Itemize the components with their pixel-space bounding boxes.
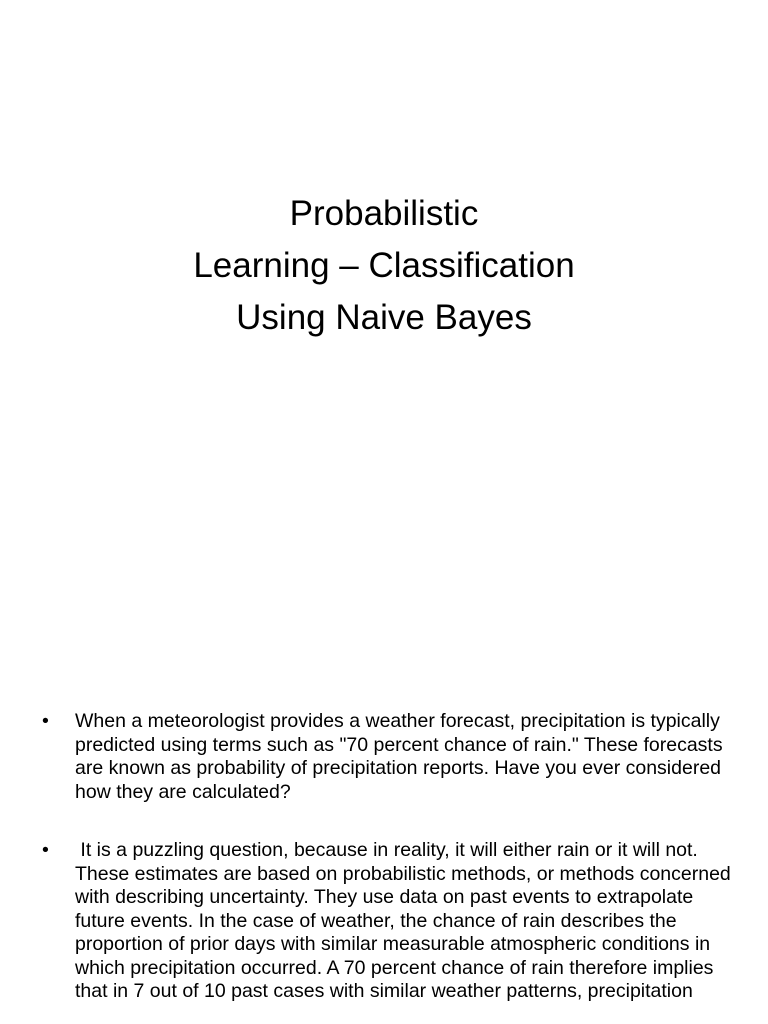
bullet-item — [42, 710, 732, 804]
bullet-marker: • — [42, 710, 49, 732]
title-line-3: Using Naive Bayes — [236, 298, 532, 337]
bullet-text: It is a puzzling question, because in reality, it will either rain or it will not. These estimates are based on probabilistic methods, or methods concerned with describing uncertainty. They use data on past events to extrapolate future events. In the case of weather, the chance of rain describes the proportion of prior days with similar measurable atmospheric conditions in which precipitation occurred. A 70 percent chance of rain therefore implies that in 7 out of 10 past cases with similar weather patterns, precipitation — [75, 839, 737, 1002]
bullet-marker: • — [42, 839, 49, 861]
title-line-1: Probabilistic — [289, 194, 479, 233]
bullet-text: When a meteorologist provides a weather forecast, precipitation is typically predicted using terms such as "70 percent chance of rain." These forecasts are known as probability of precipitation reports. Have you ever considered how they are calculated? — [75, 710, 723, 803]
bullet-list — [42, 710, 737, 1024]
title-line-2: Learning – Classification — [193, 246, 575, 285]
bullet-item — [42, 839, 737, 1004]
slide-title — [0, 188, 768, 344]
